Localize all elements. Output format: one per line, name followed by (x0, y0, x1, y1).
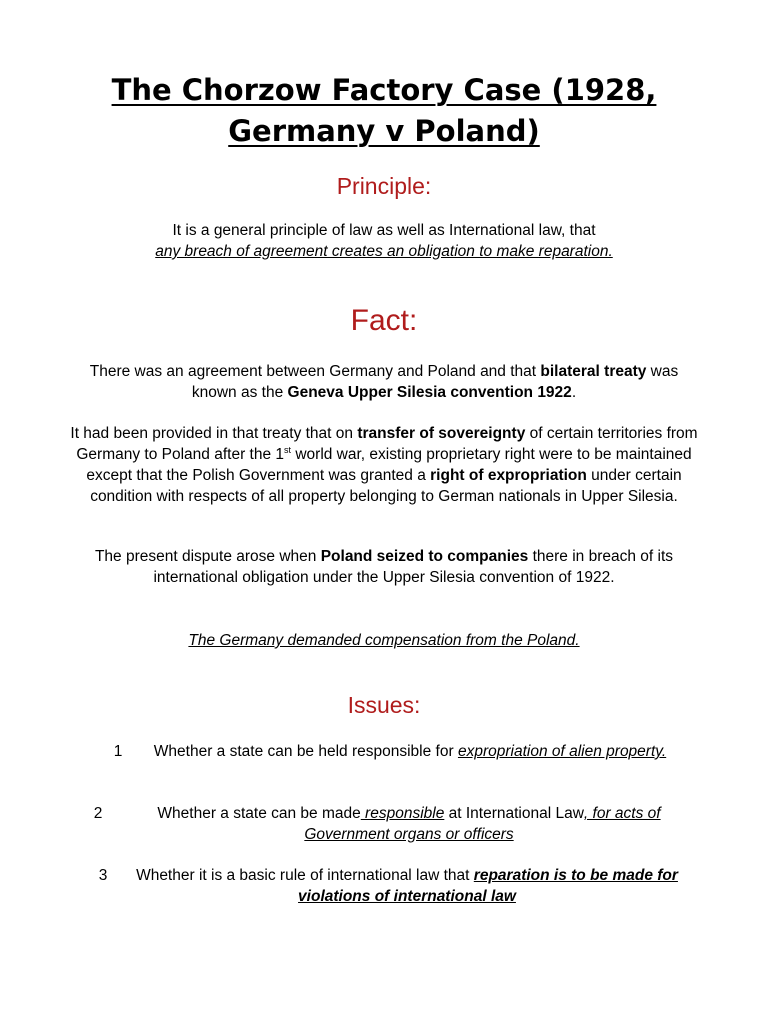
fact-p3-text-a: The present dispute arose when (94, 548, 321, 565)
issue-2-emphasis-acts: , for acts of Government organs or officers (304, 805, 661, 843)
document-title (0, 70, 768, 152)
fact-p2-text-d: world war, existing proprietary right were to be maintained except that the Polish Government was granted a (86, 446, 692, 484)
fact-p3-text-c: there in breach of its international obligation under the Upper Silesia convention of 1922. (153, 548, 674, 586)
issue-2-text-a: Whether a state can be made (157, 805, 361, 822)
issue-3-text-a: Whether it is a basic rule of international law that (136, 867, 474, 884)
fact-p1-bold-convention: Geneva Upper Silesia convention 1922 (287, 384, 572, 401)
issue-3-emphasis: reparation is to be made for violations of international law (298, 867, 678, 905)
fact-compensation-emphasis: The Germany demanded compensation from the Poland. (188, 632, 580, 649)
title-line-1: The Chorzow Factory Case (1928, (111, 73, 657, 107)
issue-number: 2 (93, 805, 103, 822)
fact-p1-text-a: There was an agreement between Germany and Poland and that (89, 363, 541, 380)
issues-heading: Issues: (347, 692, 421, 718)
principle-emphasis: any breach of agreement creates an obligation to make reparation. (155, 243, 613, 260)
fact-p2-text-c: of certain territories from Germany to Poland after the 1 (76, 425, 698, 463)
issue-2-emphasis-responsible: responsible (360, 805, 445, 822)
fact-p2-text-f: under certain condition with respects of all property belonging to German nationals in Upper Silesia. (90, 467, 682, 505)
fact-paragraph-1 (70, 361, 698, 403)
fact-p2-bold-expropriation: right of expropriation (430, 467, 587, 484)
fact-p2-superscript: st (284, 444, 292, 455)
principle-heading: Principle: (336, 173, 432, 199)
issue-number: 3 (98, 867, 108, 884)
fact-p1-text-e: . (571, 384, 577, 401)
principle-paragraph (70, 220, 698, 262)
fact-p2-bold-sovereignty: transfer of sovereignty (357, 425, 526, 442)
fact-paragraph-2 (70, 423, 698, 507)
issue-text (118, 803, 700, 845)
issue-text (140, 741, 680, 762)
issue-number: 1 (113, 743, 123, 760)
fact-p2-text-a: It had been provided in that treaty that on (70, 425, 358, 442)
issue-1-text-a: Whether a state can be held responsible for (153, 743, 458, 760)
principle-text: It is a general principle of law as well as International law, that (172, 222, 596, 239)
title-line-2: Germany v Poland) (228, 114, 540, 148)
fact-paragraph-3 (70, 546, 698, 588)
fact-p3-bold-seized: Poland seized to companies (320, 548, 529, 565)
fact-p1-bold-treaty: bilateral treaty (540, 363, 647, 380)
issue-1-emphasis: expropriation of alien property. (457, 743, 667, 760)
issue-2-text-c: at International Law (444, 805, 584, 822)
fact-paragraph-4 (70, 630, 698, 651)
fact-heading: Fact: (350, 304, 418, 337)
fact-p1-text-c: was known as the (191, 363, 679, 401)
issue-text (124, 865, 690, 907)
